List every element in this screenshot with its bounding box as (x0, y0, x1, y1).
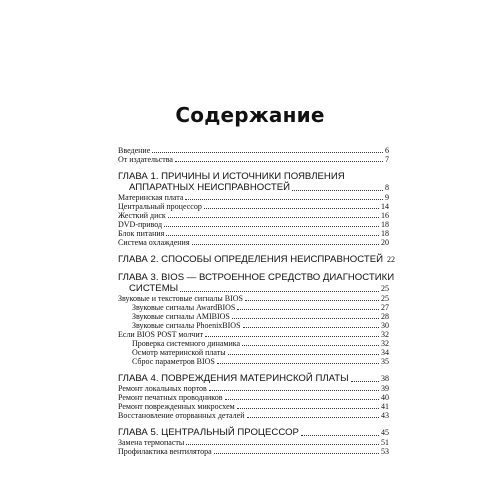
toc-entry-label: Ремонт локальных портов (118, 384, 207, 393)
toc-entry-page: 6 (385, 146, 389, 155)
chapter-5-heading (118, 427, 389, 438)
leader-dots (242, 345, 379, 346)
leader-dots (168, 217, 379, 218)
leader-dots (152, 152, 383, 153)
leader-dots (232, 318, 379, 319)
toc-entry-label: Звуковые сигналы AMIBIOS (132, 312, 230, 321)
toc-entry-label: От издательства (118, 155, 173, 164)
leader-dots (292, 190, 383, 191)
chapter-page: 45 (381, 428, 389, 437)
page-title: Содержание (175, 103, 325, 127)
toc-entry-label: Ремонт печатных проводников (118, 393, 223, 402)
toc-entry-label: Жесткий диск (118, 211, 166, 220)
leader-dots (214, 453, 379, 454)
leader-dots (351, 381, 379, 382)
toc-subentry (118, 348, 389, 357)
chapter-title: ГЛАВА 5. ЦЕНТРАЛЬНЫЙ ПРОЦЕССОР (118, 427, 299, 438)
leader-dots (204, 208, 379, 209)
toc-entry (118, 330, 389, 339)
chapter-title-cont: СИСТЕМЫ (129, 283, 179, 294)
leader-dots (245, 300, 379, 301)
toc-subentry (118, 312, 389, 321)
toc-entry-label: Проверка системного динамика (132, 339, 241, 348)
toc-entry-page: 14 (381, 202, 389, 211)
leader-dots (205, 336, 379, 337)
toc-entry-page: 32 (381, 339, 389, 348)
leader-dots (166, 235, 379, 236)
toc-entry (118, 294, 389, 303)
chapter-page: 8 (385, 183, 389, 192)
chapter-page: 38 (381, 374, 389, 383)
toc-entry-intro (118, 146, 389, 155)
toc-entry-page: 51 (381, 438, 389, 447)
leader-dots (228, 354, 379, 355)
toc-entry-label: Центральный процессор (118, 202, 202, 211)
toc-entry (118, 211, 389, 220)
leader-dots (192, 244, 379, 245)
table-of-contents (118, 146, 396, 456)
toc-entry (118, 402, 389, 411)
toc-entry-page: 39 (381, 384, 389, 393)
toc-entry (118, 384, 389, 393)
leader-dots (225, 399, 379, 400)
leader-dots (243, 327, 379, 328)
toc-entry-page: 34 (381, 348, 389, 357)
toc-entry-label: Сброс параметров BIOS (132, 357, 215, 366)
chapter-title: ГЛАВА 4. ПОВРЕЖДЕНИЯ МАТЕРИНСКОЙ ПЛАТЫ (118, 373, 349, 384)
chapter-title: ГЛАВА 1. ПРИЧИНЫ И ИСТОЧНИКИ ПОЯВЛЕНИЯ (118, 171, 345, 182)
toc-entry-page: 30 (381, 321, 389, 330)
toc-entry-label: Если BIOS POST молчит (118, 330, 204, 339)
toc-entry (118, 202, 389, 211)
toc-entry (118, 447, 389, 456)
toc-entry-page: 53 (381, 447, 389, 456)
toc-entry-page: 32 (381, 330, 389, 339)
toc-subentry (118, 321, 389, 330)
chapter-title: ГЛАВА 2. СПОСОБЫ ОПРЕДЕЛЕНИЯ НЕИСПРАВНОСТЕЙ (118, 254, 384, 265)
toc-entry-label: Звуковые и текстовые сигналы BIOS (118, 294, 243, 303)
chapter-3-heading (118, 272, 395, 294)
toc-entry-page: 7 (385, 155, 389, 164)
leader-dots (237, 309, 379, 310)
toc-entry-label: Блок питания (118, 229, 165, 238)
leader-dots (209, 390, 379, 391)
toc-entry (118, 193, 389, 202)
leader-dots (164, 226, 379, 227)
toc-entry-label: Осмотр материнской платы (132, 348, 226, 357)
toc-entry (118, 393, 389, 402)
toc-entry-page: 28 (381, 312, 389, 321)
chapter-2-heading (118, 254, 396, 265)
leader-dots (186, 444, 379, 445)
toc-entry-page: 35 (381, 357, 389, 366)
toc-entry-label: Система охлаждения (118, 238, 190, 247)
leader-dots (180, 291, 379, 292)
toc-entry-page: 41 (381, 402, 389, 411)
chapter-4-heading (118, 373, 389, 384)
toc-entry-label: Звуковые сигналы PhoenixBIOS (132, 321, 241, 330)
toc-entry-label: Ремонт поврежденных микросхем (118, 402, 235, 411)
toc-entry (118, 438, 389, 447)
toc-entry-label: Материнская плата (118, 193, 184, 202)
leader-dots (237, 408, 379, 409)
toc-entry-page: 25 (381, 294, 389, 303)
chapter-page: 25 (381, 284, 389, 293)
toc-entry-page: 20 (381, 238, 389, 247)
toc-entry-publisher (118, 155, 389, 164)
toc-entry-label: Замена термопасты (118, 438, 185, 447)
chapter-page: 22 (387, 255, 396, 264)
toc-entry (118, 238, 389, 247)
toc-entry (118, 229, 389, 238)
toc-entry-label: Звуковые сигналы AwardBIOS (132, 303, 236, 312)
leader-dots (175, 161, 383, 162)
leader-dots (185, 199, 383, 200)
toc-subentry (118, 357, 389, 366)
toc-entry-label: DVD-привод (118, 220, 163, 229)
toc-entry-page: 43 (381, 411, 389, 420)
chapter-title-cont: АППАРАТНЫХ НЕИСПРАВНОСТЕЙ (129, 182, 290, 193)
toc-subentry (118, 339, 389, 348)
toc-entry-page: 18 (381, 220, 389, 229)
leader-dots (247, 417, 380, 418)
leader-dots (217, 363, 379, 364)
toc-entry-page: 40 (381, 393, 389, 402)
toc-subentry (118, 303, 389, 312)
chapter-1-heading (118, 171, 389, 193)
toc-entry-label: Введение (118, 146, 151, 155)
toc-entry-page: 16 (381, 211, 389, 220)
toc-entry (118, 220, 389, 229)
toc-entry-page: 27 (381, 303, 389, 312)
toc-entry (118, 411, 389, 420)
leader-dots (301, 435, 379, 436)
chapter-title: ГЛАВА 3. BIOS — ВСТРОЕННОЕ СРЕДСТВО ДИАГНОСТИКИ (118, 272, 395, 283)
toc-entry-label: Восстановление оторванных деталей (118, 411, 245, 420)
toc-entry-label: Профилактика вентилятора (118, 447, 212, 456)
toc-entry-page: 18 (381, 229, 389, 238)
toc-entry-page: 9 (385, 193, 389, 202)
